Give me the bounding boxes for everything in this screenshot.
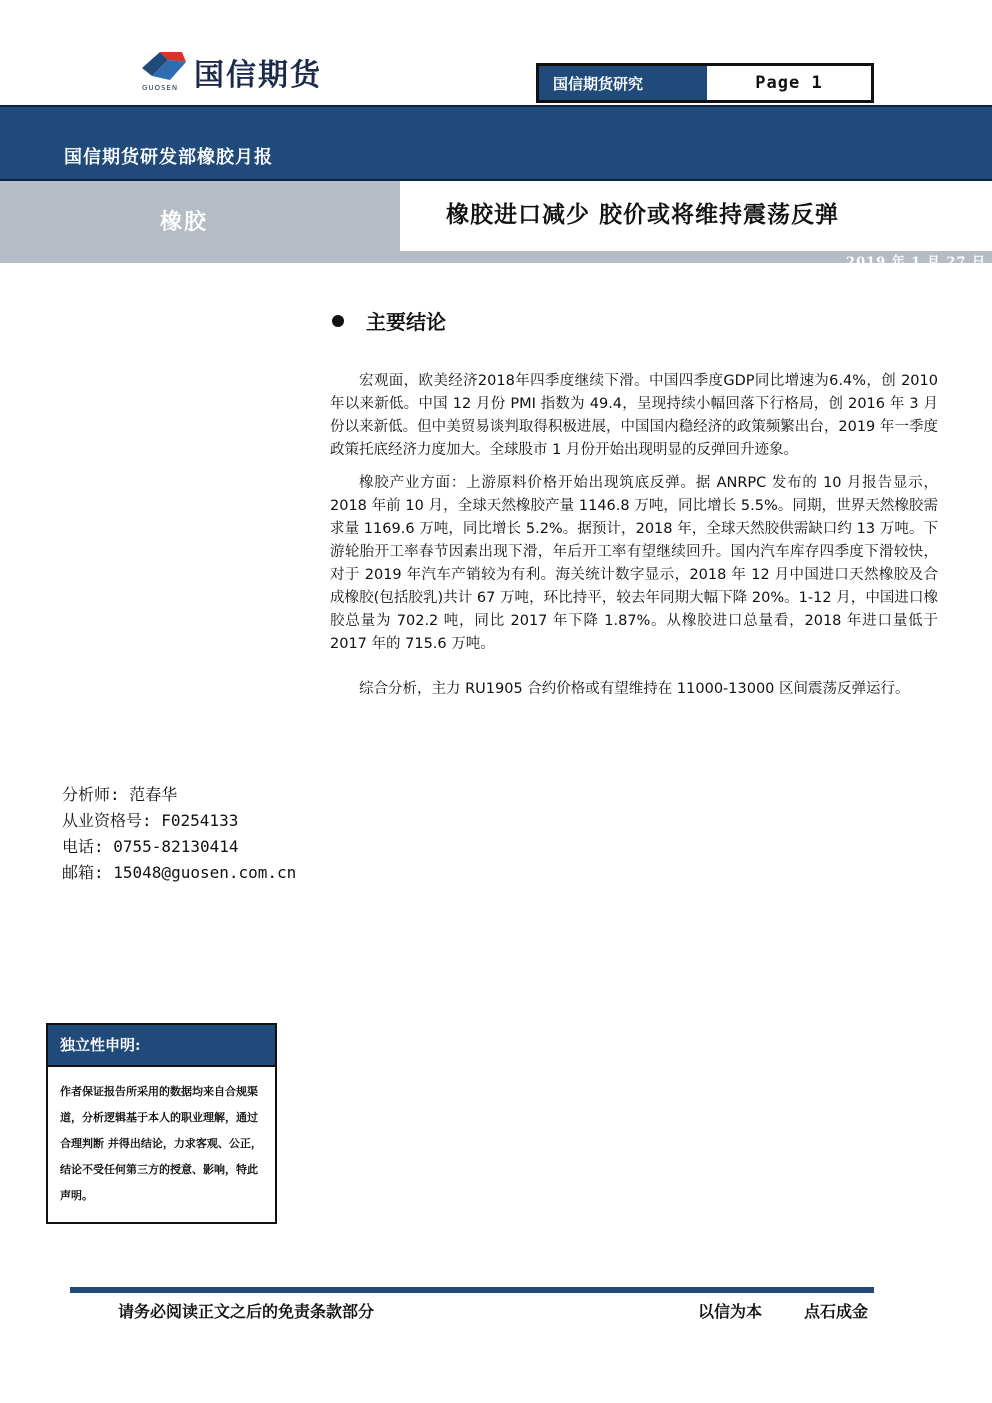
footer-divider <box>70 1287 874 1293</box>
analyst-phone: 电话: 0755-82130414 <box>62 837 239 856</box>
declaration-body: 作者保证报告所采用的数据均来自合规渠道，分析逻辑基于本人的职业理解，通过合理判断 并得出结论，力求客观、公正，结论不受任何第三方的授意、影响，特此声明。 <box>60 1085 262 1202</box>
paragraph-macro: 宏观面，欧美经济2018年四季度继续下滑。中国四季度GDP同比增速为6.4%，创 2010 年以来新低。中国 12 月份 PMI 指数为 49.4，呈现持续小幅回落下行格局，创 2016 年 3 月份以来新低。但中美贸易谈判取得积极进展，中国国内稳经济的政策频繁出台，2019 年一季度政策托底经济力度加大。全球股市 1 月份开始出现明显的反弹回升迹象。 <box>330 373 938 458</box>
main-content <box>330 370 938 711</box>
paragraph-summary: 综合分析，主力 RU1905 合约价格或有望维持在 11000-13000 区间震荡反弹运行。 <box>359 681 910 697</box>
category-block <box>0 181 400 251</box>
bullet-icon <box>332 315 344 327</box>
analyst-email: 邮箱: 15048@guosen.com.cn <box>62 863 297 882</box>
analyst-name: 分析师: 范春华 <box>62 785 178 804</box>
page-number: Page 1 <box>707 66 871 100</box>
footer-disclaimer: 请务必阅读正文之后的免责条款部分 <box>118 1302 375 1321</box>
paragraph-industry: 橡胶产业方面：上游原料价格开始出现筑底反弹。据 ANRPC 发布的 10 月报告显示，2018 年前 10 月，全球天然橡胶产量 1146.8 万吨，同比增长 5.5%。同期，世界天然橡胶需求量 1169.6 万吨，同比增长 5.2%。据预计，2018 年，全球天然胶供需缺口约 13 万吨。下游轮胎开工率春节因素出现下滑，年后开工率有望继续回升。国内汽车库存四季度下滑较快，对于 2019 年汽车产销较为有利。海关统计数字显示，2018 年 12 月中国进口天然橡胶及合成橡胶(包括胶乳)共计 67 万吨，环比持平，较去年同期大幅下降 20%。1-12 月，中国进口橡胶总量为 702.2 吨，同比 2017 年下降 1.87%。从橡胶进口总量看，2018 年进口量低于 2017 年的 715.6 万吨。 <box>330 475 938 652</box>
page-title: 橡胶进口减少 胶价或将维持震荡反弹 <box>446 201 840 228</box>
section-heading <box>332 306 446 335</box>
date-strip <box>0 251 992 263</box>
logo-text: 国信期货 <box>194 58 322 93</box>
footer-motto-1: 以信为本 <box>698 1302 763 1321</box>
section-title: 主要结论 <box>366 310 446 334</box>
guosen-logo-icon <box>138 48 188 84</box>
header-page-box <box>536 63 874 103</box>
research-label: 国信期货研究 <box>539 66 707 100</box>
logo-subtext: GUOSEN <box>142 84 179 92</box>
declaration-title: 独立性申明: <box>48 1025 275 1067</box>
analyst-info <box>62 782 296 886</box>
footer-motto-2: 点石成金 <box>804 1302 869 1321</box>
company-logo <box>138 44 368 94</box>
report-series-title: 国信期货研发部橡胶月报 <box>64 147 273 168</box>
analyst-license: 从业资格号: F0254133 <box>62 811 239 830</box>
category-label: 橡胶 <box>160 209 209 235</box>
report-date: 2019 年 1 月 27 日 <box>846 255 986 270</box>
report-band <box>0 105 992 181</box>
independence-declaration <box>46 1023 277 1224</box>
